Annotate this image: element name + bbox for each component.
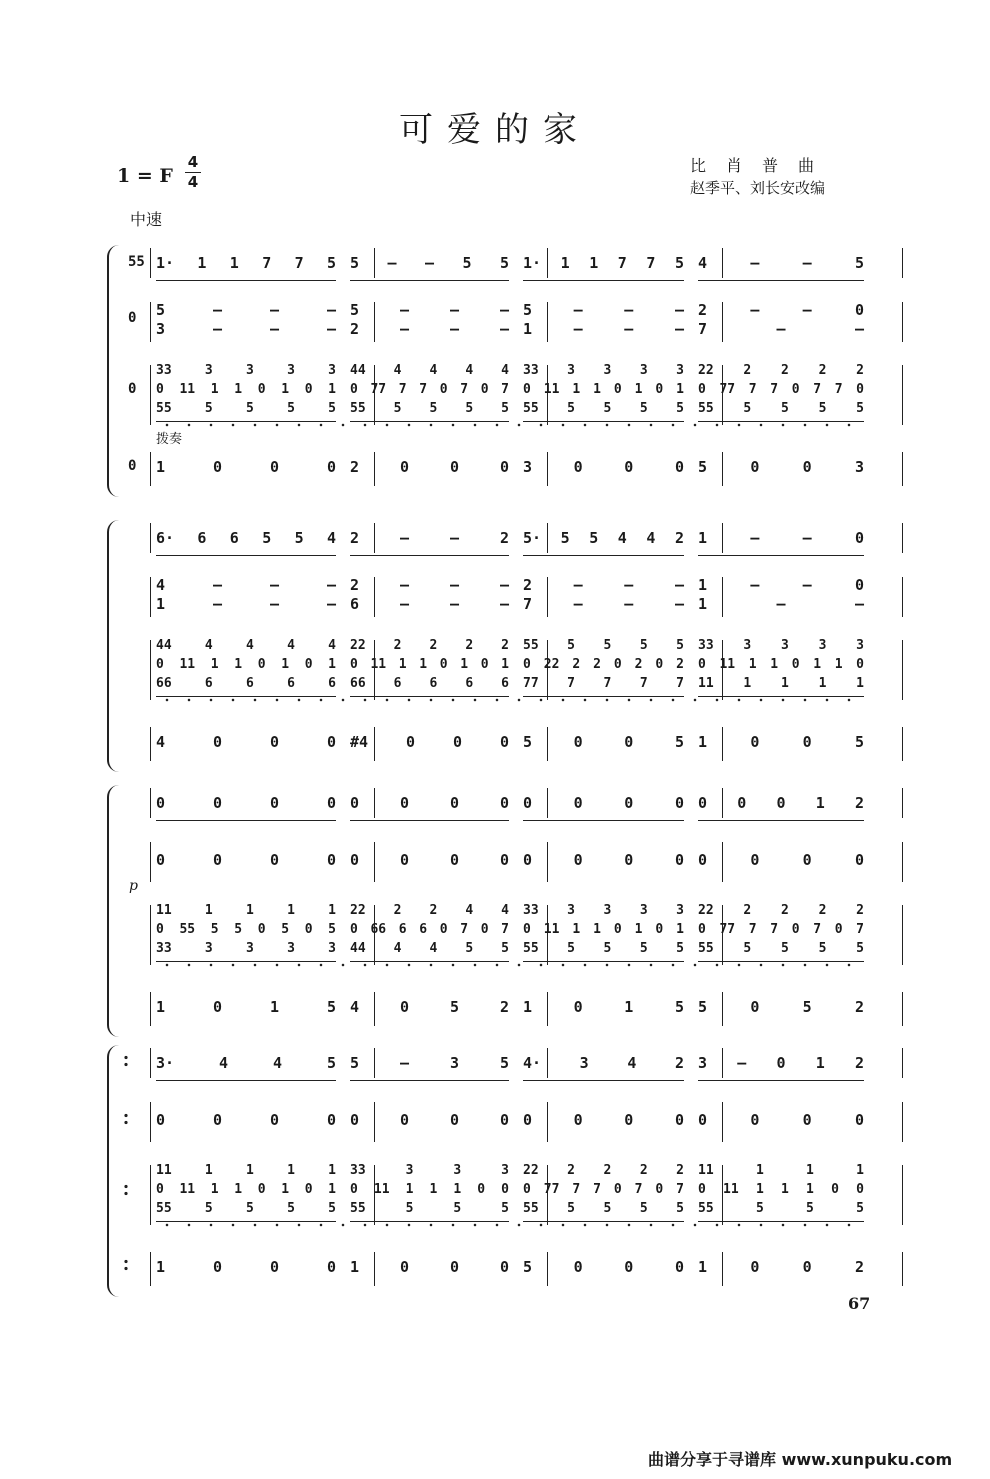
melody-line: 3· 4 4 5 [156,1054,336,1072]
beam-underline [698,421,864,422]
beam-underline [698,555,864,556]
beam-underline [350,421,509,422]
chord-measure [523,899,684,959]
bar-line [902,727,903,761]
repeat-sign [124,1183,128,1197]
bass-measure [350,452,509,482]
inner-measure [523,838,684,882]
melody-line: 5 — 3 5 [350,1054,509,1072]
beam-underline [350,555,509,556]
bass-line: 5 0 5 2 [698,998,864,1016]
chord-line: 0 55 5 5 0 5 0 5 [156,921,336,937]
melody-line: 2 — — 2 [350,529,509,547]
bass-line: 4 0 0 0 [156,733,336,751]
beam-underline [350,1221,509,1222]
chord-line: 44 4 4 4 4 [350,362,509,378]
inner-line: 2 — — — [523,576,684,594]
beam-underline [350,280,509,281]
chord-line: 33 3 3 3 3 [523,902,684,918]
inner-line: 2 — — — [350,320,509,338]
melody-line: 4· 3 4 2 [523,1054,684,1072]
melody-measure [698,248,864,278]
row-prefix: 0 [128,381,137,397]
bar-line [150,302,151,342]
melody-line: 0 0 0 0 [350,794,509,812]
bar-line [150,842,151,882]
chord-line: 22 2 2 2 2 [698,362,864,378]
beam-underline [156,820,336,821]
chord-line: 66 6 6 6 6 [350,675,509,691]
bass-line: 5 0 0 5 [523,733,684,751]
bar-line [902,992,903,1026]
melody-measure [698,788,864,818]
bar-line [902,1165,903,1225]
repeat-sign [124,1054,128,1068]
inner-measure [156,1098,336,1142]
system-brace [107,1045,119,1297]
chord-measure [350,1159,509,1219]
beam-underline [523,696,684,697]
chord-line: 0 22 2 2 0 2 0 2 [523,656,684,672]
bar-line [150,577,151,617]
inner-line: 1 — — — [156,595,336,613]
row-prefix: 55 [128,254,145,270]
chord-line: 22 2 2 4 4 [350,902,509,918]
bass-line: 1 0 0 0 [156,1258,336,1276]
chord-line: 33 3 3 3 3 [698,637,864,653]
chord-line: 44 4 4 4 4 [156,637,336,653]
tempo-marking: 中速 [130,210,163,229]
inner-line: 4 — — — [156,576,336,594]
bass-line: 5 0 0 3 [698,458,864,476]
bass-line: 4 0 5 2 [350,998,509,1016]
inner-line: 0 0 0 0 [350,850,509,869]
row-prefix: 0 [128,458,137,474]
chord-line: 0 66 6 6 0 7 0 7 [350,921,509,937]
bass-measure [350,992,509,1022]
chord-line: 11 1 1 1 1 [698,675,864,691]
bar-line [902,905,903,965]
beam-underline [156,421,336,422]
inner-line: 5 — — — [523,301,684,319]
bar-line [150,1102,151,1142]
melody-measure [156,788,336,818]
inner-line: 0 0 0 0 [350,1110,509,1129]
bar-line [902,788,903,818]
melody-line: 0 0 0 0 [523,794,684,812]
inner-line: 0 0 0 0 [698,850,864,869]
inner-measure [698,1098,864,1142]
chord-line: 0 77 7 7 0 7 0 7 [523,1181,684,1197]
chord-line: 55 5 5 5 [698,1200,864,1216]
bar-line [150,992,151,1026]
inner-line: 7 — — — [523,595,684,613]
melody-measure [523,523,684,553]
chord-measure [698,634,864,694]
bar-line [150,365,151,425]
page-number: 67 [848,1294,871,1313]
beam-underline [698,696,864,697]
beam-underline [156,961,336,962]
bass-measure [156,727,336,757]
time-top: 4 [187,153,199,171]
beam-underline [523,1221,684,1222]
inner-line: 5 — — — [156,301,336,319]
beam-underline [523,820,684,821]
row-prefix: 0 [128,310,137,326]
melody-line: 0 0 0 0 [156,794,336,812]
inner-measure [156,573,336,617]
inner-line: 0 0 0 0 [156,850,336,869]
inner-line: 0 0 0 0 [523,850,684,869]
bass-line: #4 0 0 0 [350,733,509,751]
beam-underline [156,1221,336,1222]
octave-dots [156,698,856,702]
beam-underline [698,1080,864,1081]
inner-measure [523,573,684,617]
chord-line: 55 5 5 5 [350,1200,509,1216]
repeat-sign [124,1112,128,1126]
melody-line: 3 — 0 1 2 [698,1054,864,1072]
footer-watermark: 曲谱分享于寻谱库 www.xunpuku.com [648,1450,953,1469]
melody-measure [523,1048,684,1078]
octave-dots [156,1223,856,1227]
bass-line: 5 0 0 0 [523,1258,684,1276]
chord-line: 33 3 3 3 3 [523,362,684,378]
chord-line: 44 4 4 5 5 [350,940,509,956]
chord-line: 55 5 5 5 5 [523,400,684,416]
inner-measure [523,1098,684,1142]
beam-underline [698,280,864,281]
beam-underline [350,696,509,697]
key-signature: 1 = F [117,165,173,187]
bar-line [902,1048,903,1078]
bass-line: 1 0 0 0 [350,1258,509,1276]
chord-measure [523,634,684,694]
score-title: 可爱的家 [399,110,591,150]
chord-line: 0 11 1 1 0 1 0 1 [156,656,336,672]
bar-line [902,842,903,882]
inner-measure [698,838,864,882]
bar-line [902,302,903,342]
inner-line: 1 — — 0 [698,576,864,594]
bass-line: 1 0 1 5 [523,998,684,1016]
bar-line [902,640,903,700]
inner-line: 1 — — — [523,320,684,338]
melody-line: 6· 6 6 5 5 4 [156,529,336,547]
inner-measure [350,298,509,342]
beam-underline [350,961,509,962]
chord-line: 0 11 1 1 0 1 0 1 [523,381,684,397]
bar-line [150,248,151,278]
melody-line: 4 — — 5 [698,254,864,272]
bar-line [902,365,903,425]
beam-underline [523,1080,684,1081]
bass-measure [350,1252,509,1282]
melody-measure [523,248,684,278]
bass-measure [523,1252,684,1282]
beam-underline [156,555,336,556]
bar-line [150,1252,151,1286]
melody-line: 1· 1 1 7 7 5 [156,254,336,272]
bass-measure [523,452,684,482]
chord-line: 0 11 1 1 1 0 0 [350,1181,509,1197]
bass-measure [698,727,864,757]
bar-line [150,788,151,818]
beam-underline [698,1221,864,1222]
beam-underline [156,696,336,697]
bar-line [150,1048,151,1078]
inner-line: 5 — — — [350,301,509,319]
bar-line [902,452,903,486]
chord-measure [698,899,864,959]
chord-line: 0 11 1 1 0 1 1 0 [698,656,864,672]
inner-line: 0 0 0 0 [523,1110,684,1129]
inner-measure [523,298,684,342]
chord-line: 55 5 5 5 5 [698,940,864,956]
chord-measure [350,634,509,694]
bar-line [902,1252,903,1286]
chord-line: 55 5 5 5 5 [523,940,684,956]
chord-line: 0 11 1 1 1 0 0 [698,1181,864,1197]
bass-measure [156,992,336,1022]
beam-underline [350,820,509,821]
melody-measure [350,248,509,278]
inner-measure [156,838,336,882]
beam-underline [523,421,684,422]
dynamic-marking: p [129,878,138,894]
bass-measure [698,452,864,482]
beam-underline [156,1080,336,1081]
chord-line: 0 11 1 1 0 1 0 1 [156,381,336,397]
octave-dots [156,963,856,967]
inner-measure [350,573,509,617]
bass-measure [698,1252,864,1282]
beam-underline [523,961,684,962]
melody-line: 0 0 0 1 2 [698,794,864,812]
chord-line: 0 11 1 1 0 1 0 1 [350,656,509,672]
bass-line: 1 0 0 2 [698,1258,864,1276]
chord-line: 11 1 1 1 1 [156,902,336,918]
bass-line: 1 0 1 5 [156,998,336,1016]
chord-line: 77 7 7 7 7 [523,675,684,691]
bass-measure [523,992,684,1022]
chord-measure [350,899,509,959]
system-brace [107,520,119,772]
chord-line: 0 77 7 7 0 7 0 7 [350,381,509,397]
bass-measure [350,727,509,757]
composer-credit: 比 肖 普 曲 [690,156,817,175]
chord-measure [698,359,864,419]
chord-line: 0 77 7 7 0 7 7 0 [698,381,864,397]
chord-measure [156,359,336,419]
chord-line: 22 2 2 2 2 [698,902,864,918]
melody-measure [698,523,864,553]
bar-line [902,248,903,278]
melody-line: 1· 1 1 7 7 5 [523,254,684,272]
inner-measure [156,298,336,342]
bar-line [150,727,151,761]
system-brace [107,785,119,1037]
inner-line: 6 — — — [350,595,509,613]
chord-line: 55 5 5 5 5 [350,400,509,416]
inner-measure [698,298,864,342]
melody-measure [156,1048,336,1078]
chord-measure [156,899,336,959]
octave-dots [156,423,856,427]
inner-line: 7 — — [698,320,864,338]
system-brace [107,245,119,497]
bass-measure [523,727,684,757]
bar-line [902,1102,903,1142]
bass-line: 1 0 0 5 [698,733,864,751]
inner-line: 0 0 0 0 [698,1110,864,1129]
bar-line [902,577,903,617]
chord-line: 55 5 5 5 5 [698,400,864,416]
chord-line: 55 5 5 5 5 [156,1200,336,1216]
chord-line: 33 3 3 3 3 [156,940,336,956]
chord-line: 66 6 6 6 6 [156,675,336,691]
melody-measure [350,523,509,553]
chord-measure [523,359,684,419]
bass-measure [698,992,864,1022]
chord-line: 22 2 2 2 2 [523,1162,684,1178]
beam-underline [523,280,684,281]
bar-line [150,1165,151,1225]
inner-line: 0 0 0 0 [156,1110,336,1129]
time-bottom: 4 [187,173,199,191]
chord-line: 0 11 1 1 0 1 0 1 [523,921,684,937]
bass-line: 3 0 0 0 [523,458,684,476]
bass-measure [156,1252,336,1282]
beam-underline [698,820,864,821]
chord-measure [698,1159,864,1219]
melody-line: 1 — — 0 [698,529,864,547]
time-signature [183,154,203,191]
inner-line: 2 — — — [350,576,509,594]
chord-measure [156,1159,336,1219]
arranger-credit: 赵季平、刘长安改编 [690,179,826,197]
melody-measure [523,788,684,818]
bar-line [150,452,151,486]
melody-measure [156,523,336,553]
melody-line: 5· 5 5 4 4 2 [523,529,684,547]
chord-line: 33 3 3 3 3 [156,362,336,378]
bar-line [150,905,151,965]
inner-measure [350,838,509,882]
chord-line: 33 3 3 3 [350,1162,509,1178]
beam-underline [350,1080,509,1081]
chord-measure [523,1159,684,1219]
melody-line: 5 — — 5 5 [350,254,509,272]
bass-line: 2 0 0 0 [350,458,509,476]
bass-measure [156,452,336,482]
bar-line [150,523,151,553]
inner-line: 1 — — [698,595,864,613]
technique-marking: 拨奏 [156,432,183,447]
beam-underline [698,961,864,962]
beam-underline [156,280,336,281]
chord-line: 55 5 5 5 5 [523,637,684,653]
chord-line: 55 5 5 5 5 [523,1200,684,1216]
chord-measure [156,634,336,694]
chord-line: 22 2 2 2 2 [350,637,509,653]
beam-underline [523,555,684,556]
chord-line: 55 5 5 5 5 [156,400,336,416]
chord-line: 0 77 7 7 0 7 0 7 [698,921,864,937]
melody-measure [156,248,336,278]
repeat-sign [124,1258,128,1272]
chord-line: 0 11 1 1 0 1 0 1 [156,1181,336,1197]
inner-line: 3 — — — [156,320,336,338]
bar-line [902,523,903,553]
chord-line: 11 1 1 1 [698,1162,864,1178]
melody-measure [350,1048,509,1078]
bass-line: 1 0 0 0 [156,458,336,476]
chord-measure [350,359,509,419]
melody-measure [350,788,509,818]
inner-line: 2 — — 0 [698,301,864,319]
inner-measure [698,573,864,617]
chord-line: 11 1 1 1 1 [156,1162,336,1178]
bar-line [150,640,151,700]
inner-measure [350,1098,509,1142]
melody-measure [698,1048,864,1078]
